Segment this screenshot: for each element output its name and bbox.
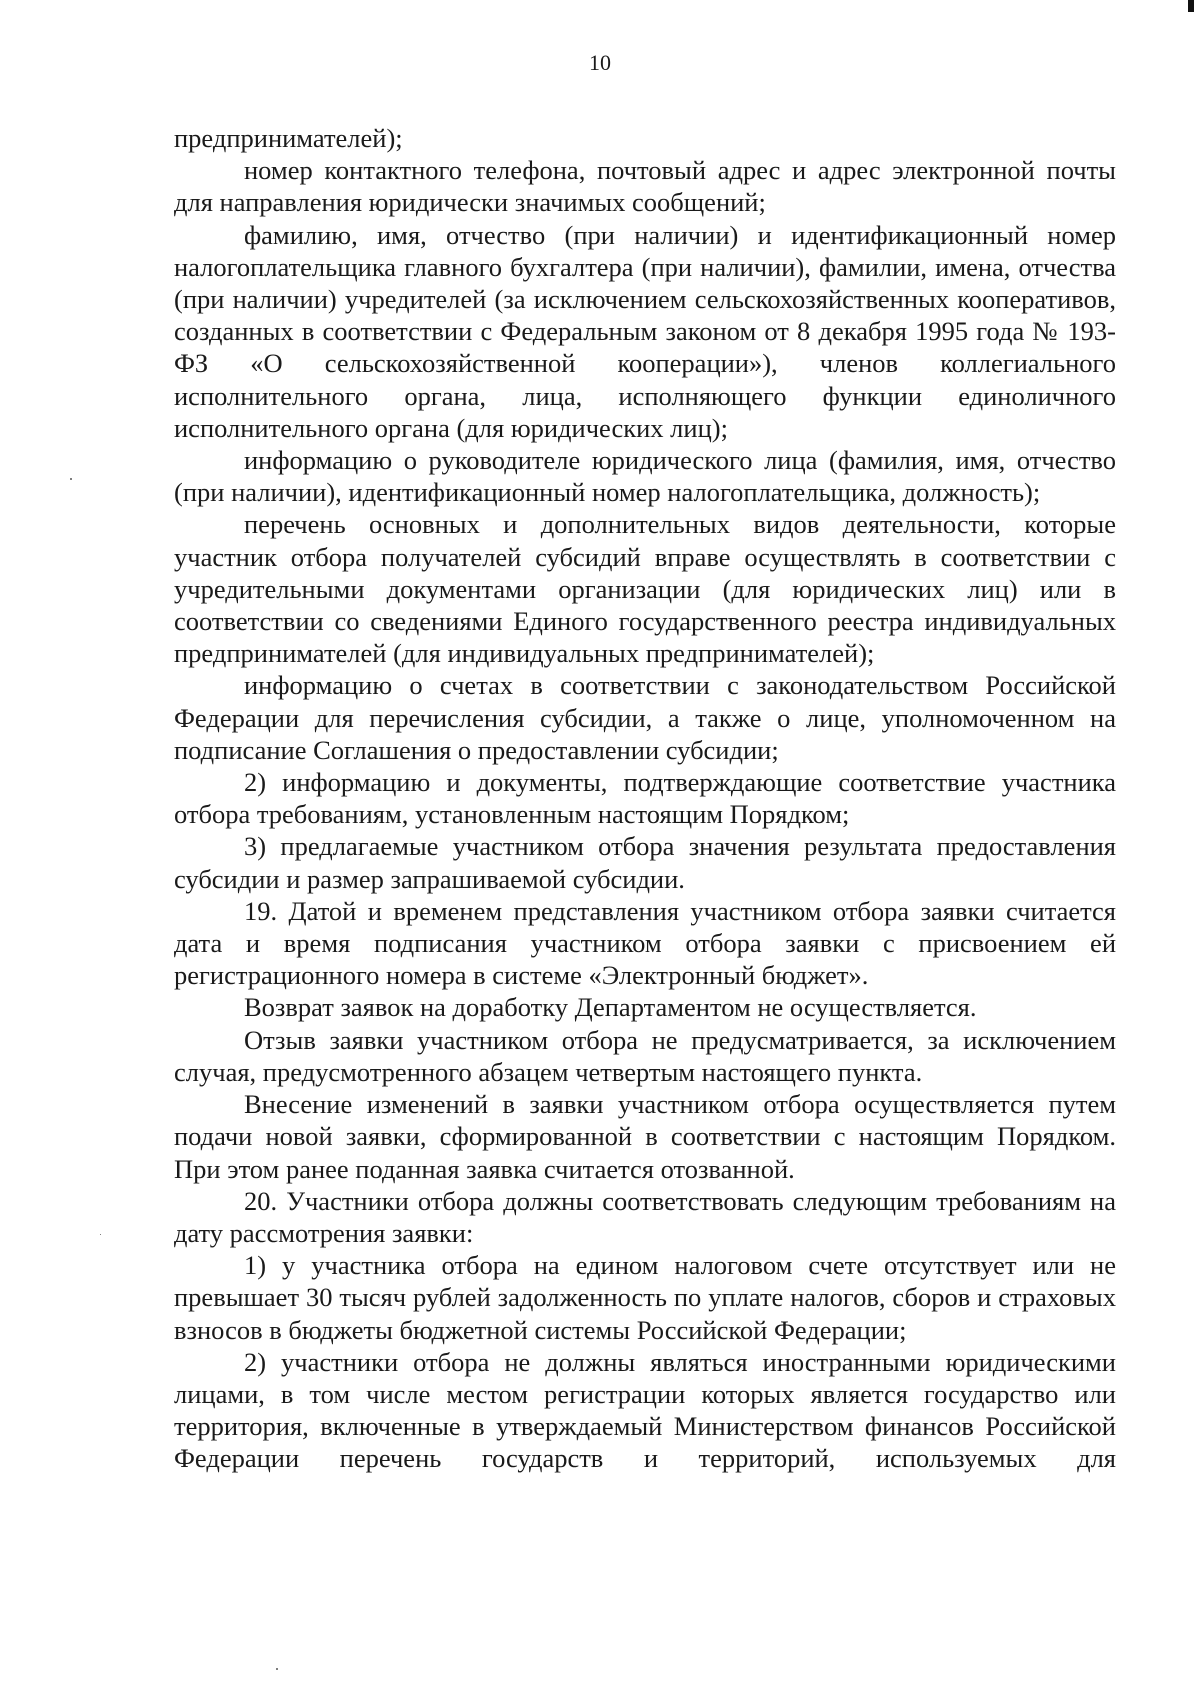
paragraph-clause-20: 20. Участники отбора должны соответствовать следующим требованиям на дату рассмотрения заявки: xyxy=(174,1185,1116,1248)
paragraph-head-info: информацию о руководителе юридического лица (фамилия, имя, отчество (при наличии), идентификационный номер налогоплательщика, должность); xyxy=(174,445,1116,508)
paragraph-item-2: 2) информацию и документы, подтверждающие соответствие участника отбора требованиям, установленным настоящим Порядком; xyxy=(174,767,1116,830)
paragraph-contact-phone: номер контактного телефона, почтовый адрес и адрес электронной почты для направления юридически значимых сообщений; xyxy=(174,155,1116,218)
paragraph-item-3: 3) предлагаемые участником отбора значения результата предоставления субсидии и размер запрашиваемой субсидии. xyxy=(174,831,1116,894)
paragraph-clause-20-item-1: 1) у участника отбора на едином налоговом счете отсутствует или не превышает 30 тысяч рублей задолженность по уплате налогов, сборов и страховых взносов в бюджеты бюджетной системы Российской Федерации; xyxy=(174,1250,1116,1345)
page-number: 10 xyxy=(589,50,611,75)
paragraph-accounts: информацию о счетах в соответствии с законодательством Российской Федерации для перечисления субсидии, а также о лице, уполномоченном на подписание Соглашения о предоставлении субсидии; xyxy=(174,670,1116,765)
scan-edge-mark xyxy=(1188,0,1194,12)
scan-speck xyxy=(100,1234,101,1235)
scan-speck xyxy=(70,478,72,480)
paragraph-return: Возврат заявок на доработку Департаментом не осуществляется. xyxy=(244,992,977,1023)
paragraph-changes: Внесение изменений в заявки участником отбора осуществляется путем подачи новой заявки, сформированной в соответствии с настоящим Порядком. При этом ранее поданная заявка считается отозванной. xyxy=(174,1089,1116,1184)
scan-speck xyxy=(276,1668,278,1670)
document-body xyxy=(174,122,1116,1475)
paragraph-continuation: предпринимателей); xyxy=(174,123,403,153)
paragraph-clause-20-item-2: 2) участники отбора не должны являться иностранными юридическими лицами, в том числе местом регистрации которых является государство или территория, включенные в утверждаемый Министерством финансов Российской Федерации перечень государств и территорий, используемых для xyxy=(174,1346,1116,1474)
paragraph-clause-19: 19. Датой и временем представления участником отбора заявки считается дата и время подписания участником отбора заявки с присвоением ей регистрационного номера в системе «Электронный бюджет». xyxy=(174,895,1116,991)
paragraph-activities: перечень основных и дополнительных видов деятельности, которые участник отбора получателей субсидий вправе осуществлять в соответствии с учредительными документами организации (для юридических лиц) или в соответствии со сведениями Единого государственного реестра индивидуальных предпринимателей (для индивидуальных предпринимателей); xyxy=(174,509,1116,669)
paragraph-founders: фамилию, имя, отчество (при наличии) и идентификационный номер налогоплательщика главного бухгалтера (при наличии), фамилии, имена, отчества (при наличии) учредителей (за исключением сельскохозяйственных кооперативов, созданных в соответствии с Федеральным законом от 8 декабря 1995 года № 193-ФЗ «О сельскохозяйственной кооперации»), членов коллегиального исполнительного органа, лица, исполняющего функции единоличного исполнительного органа (для юридических лиц); xyxy=(174,219,1116,443)
paragraph-withdraw: Отзыв заявки участником отбора не предусматривается, за исключением случая, предусмотренного абзацем четвертым настоящего пункта. xyxy=(174,1024,1116,1087)
